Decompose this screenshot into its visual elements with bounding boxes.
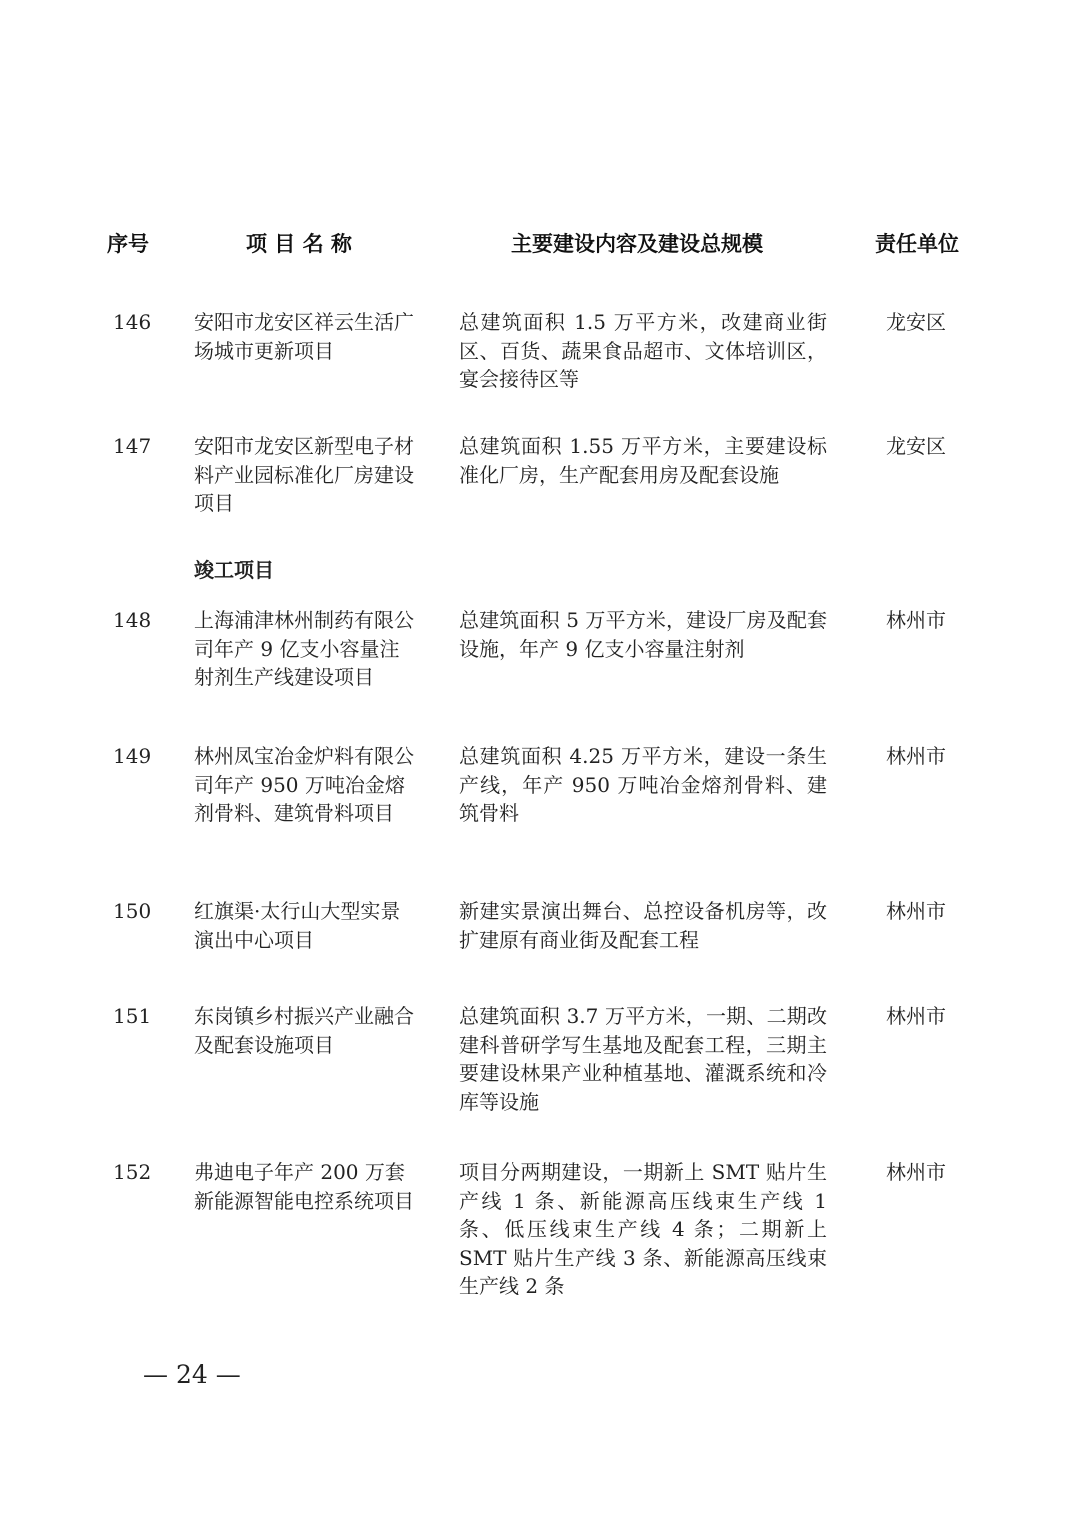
project-name: 上海浦津林州制药有限公司年产 9 亿支小容量注射剂生产线建设项目	[194, 608, 414, 689]
responsible-unit: 林州市	[886, 899, 946, 923]
responsible-unit: 林州市	[886, 1004, 946, 1028]
row-number: 150	[113, 899, 152, 923]
project-content: 总建筑面积 4.25 万平方米，建设一条生产线，年产 950 万吨冶金熔剂骨料、建筑骨料	[459, 744, 827, 825]
project-name: 安阳市龙安区新型电子材料产业园标准化厂房建设项目	[194, 434, 414, 515]
page-number: — 24 —	[143, 1360, 241, 1389]
responsible-unit: 龙安区	[886, 434, 946, 458]
project-name: 安阳市龙安区祥云生活广场城市更新项目	[194, 310, 414, 363]
project-content: 新建实景演出舞台、总控设备机房等，改扩建原有商业街及配套工程	[459, 899, 827, 952]
responsible-unit: 龙安区	[886, 310, 946, 334]
row-number: 149	[113, 744, 152, 768]
project-content: 总建筑面积 1.55 万平方米，主要建设标准化厂房，生产配套用房及配套设施	[459, 434, 827, 487]
header-responsible-unit: 责任单位	[875, 232, 959, 256]
project-content: 总建筑面积 5 万平方米，建设厂房及配套设施，年产 9 亿支小容量注射剂	[459, 608, 827, 661]
project-content: 总建筑面积 1.5 万平方米，改建商业街区、百货、蔬果食品超市、文体培训区，宴会接待区等	[459, 310, 827, 391]
responsible-unit: 林州市	[886, 608, 946, 632]
row-number: 151	[113, 1004, 152, 1028]
project-name: 东岗镇乡村振兴产业融合及配套设施项目	[194, 1004, 414, 1057]
project-name: 林州凤宝冶金炉料有限公司年产 950 万吨冶金熔剂骨料、建筑骨料项目	[194, 744, 414, 825]
responsible-unit: 林州市	[886, 1160, 946, 1184]
project-content: 总建筑面积 3.7 万平方米，一期、二期改建科普研学写生基地及配套工程，三期主要建设林果产业种植基地、灌溉系统和冷库等设施	[459, 1004, 827, 1114]
row-number: 146	[113, 310, 152, 334]
header-project-name: 项 目 名 称	[246, 232, 352, 256]
project-name: 红旗渠·太行山大型实景演出中心项目	[194, 899, 401, 952]
project-content: 项目分两期建设，一期新上 SMT 贴片生产线 1 条、新能源高压线束生产线 1 条、低压线束生产线 4 条；二期新上 SMT 贴片生产线 3 条、新能源高压线束生产线 2 条	[459, 1160, 827, 1298]
section-title-completed-projects: 竣工项目	[194, 558, 274, 582]
header-construction-content: 主要建设内容及建设总规模	[511, 232, 763, 256]
row-number: 147	[113, 434, 152, 458]
project-name: 弗迪电子年产 200 万套新能源智能电控系统项目	[194, 1160, 414, 1213]
header-serial-number: 序号	[107, 232, 149, 256]
row-number: 148	[113, 608, 152, 632]
responsible-unit: 林州市	[886, 744, 946, 768]
row-number: 152	[113, 1160, 152, 1184]
